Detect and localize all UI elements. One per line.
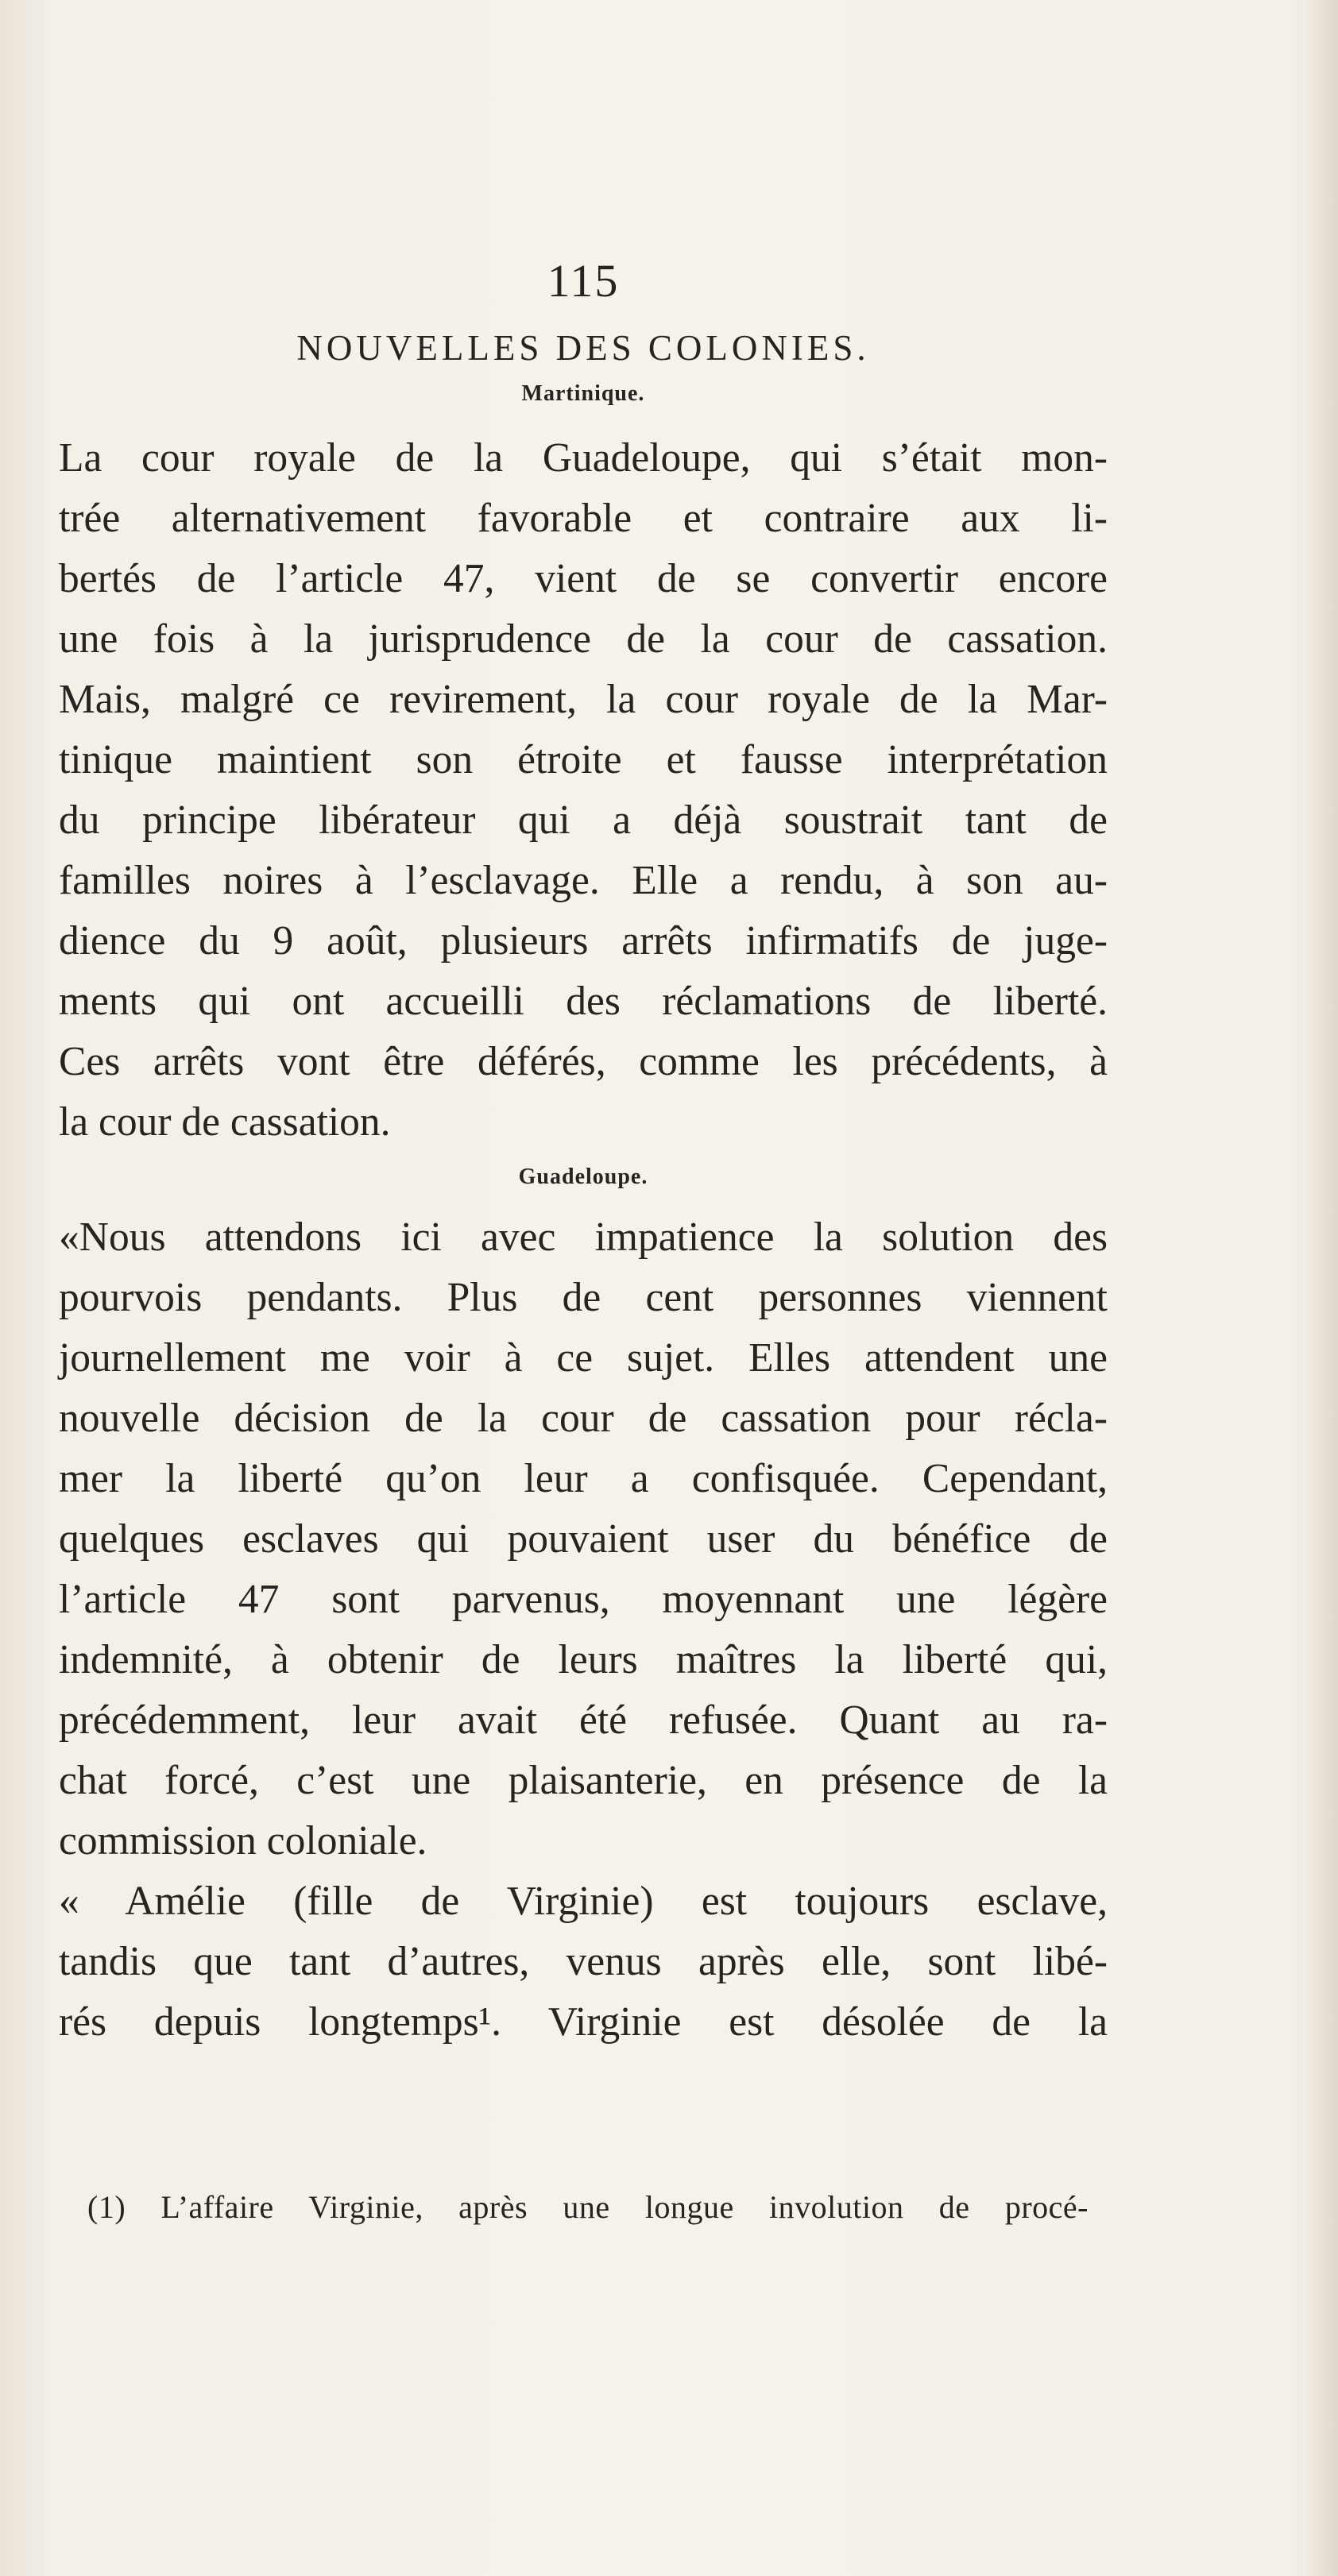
- page-number: 115: [547, 255, 620, 307]
- page-edge-shadow: [1306, 0, 1338, 2576]
- paragraph-line: journellement me voir à ce sujet. Elles attendent une: [59, 1335, 1108, 1381]
- paragraph-line: mer la liberté qu’on leur a confisquée. Cependant,: [59, 1456, 1108, 1502]
- paragraph-line: «Nous attendons ici avec impatience la solution des: [59, 1215, 1108, 1261]
- paragraph-line: familles noires à l’esclavage. Elle a rendu, à son au-: [59, 857, 1108, 903]
- paragraph-line: une fois à la jurisprudence de la cour de cassation.: [59, 616, 1108, 662]
- paragraph-line: l’article 47 sont parvenus, moyennant une légère: [59, 1577, 1108, 1623]
- paragraph-line: Mais, malgré ce revirement, la cour royale de la Mar-: [59, 676, 1108, 722]
- paragraph-line: indemnité, à obtenir de leurs maîtres la liberté qui,: [59, 1637, 1108, 1683]
- paragraph-line: dience du 9 août, plusieurs arrêts infirmatifs de juge-: [59, 917, 1108, 964]
- section-heading: NOUVELLES DES COLONIES.: [296, 328, 870, 368]
- paragraph-line: précédemment, leur avait été refusée. Quant au ra-: [59, 1697, 1108, 1744]
- paragraph-line: bertés de l’article 47, vient de se convertir encore: [59, 555, 1108, 601]
- paragraph-line: « Amélie (fille de Virginie) est toujours esclave,: [59, 1879, 1108, 1925]
- paragraph-line: tandis que tant d’autres, venus après elle, sont libé-: [59, 1939, 1108, 1985]
- paragraph-amelie: [59, 1871, 1108, 2053]
- paragraph-line: chat forcé, c’est une plaisanterie, en présence de la: [59, 1758, 1108, 1804]
- paragraph-line: trée alternativement favorable et contraire aux li-: [59, 495, 1108, 541]
- paragraph-line: Ces arrêts vont être déférés, comme les précédents, à: [59, 1038, 1108, 1084]
- footnote: (1) L’affaire Virginie, après une longue involution de procé-: [87, 2189, 1089, 2225]
- paragraph-line: tinique maintient son étroite et fausse interprétation: [59, 736, 1108, 782]
- subheading-guadeloupe: Guadeloupe.: [518, 1164, 648, 1189]
- paragraph-line: du principe libérateur qui a déjà soustrait tant de: [59, 797, 1108, 843]
- paragraph-line: commission coloniale.: [59, 1818, 427, 1864]
- paragraph-line: La cour royale de la Guadeloupe, qui s’était mon-: [59, 434, 1108, 481]
- paragraph-line: nouvelle décision de la cour de cassation pour récla-: [59, 1396, 1108, 1442]
- paragraph-line: la cour de cassation.: [59, 1099, 391, 1145]
- paragraph-martinique: [59, 428, 1108, 1153]
- paragraph-line: quelques esclaves qui pouvaient user du bénéfice de: [59, 1516, 1108, 1562]
- paragraph-line: rés depuis longtemps¹. Virginie est désolée de la: [59, 1999, 1108, 2045]
- text-block: [59, 255, 1108, 2053]
- paragraph-line: pourvois pendants. Plus de cent personnes viennent: [59, 1275, 1108, 1321]
- subheading-martinique: Martinique.: [521, 381, 645, 406]
- paragraph-guadeloupe: [59, 1207, 1108, 1871]
- paragraph-line: ments qui ont accueilli des réclamations de liberté.: [59, 978, 1108, 1024]
